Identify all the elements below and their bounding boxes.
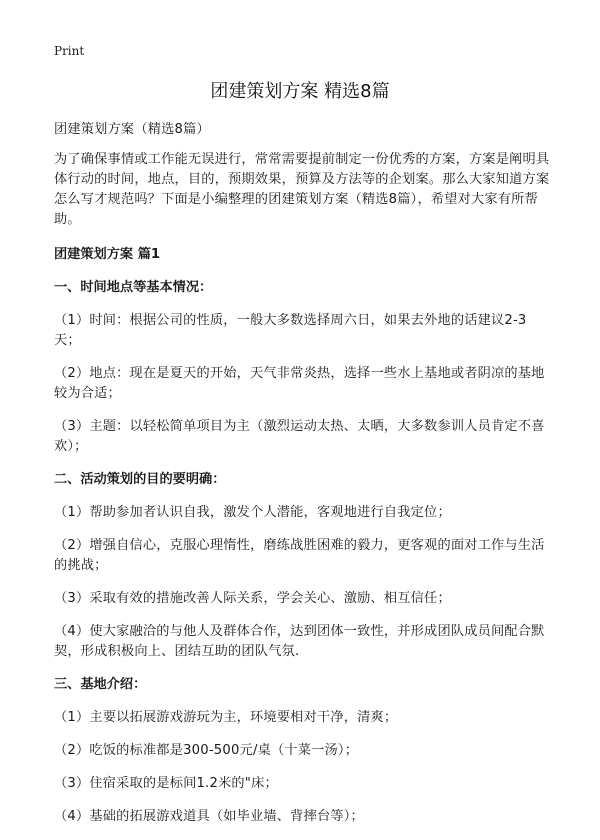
list-item: （2）增强自信心，克服心理惰性，磨练战胜困难的毅力，更客观的面对工作与生活的挑战； — [54, 538, 545, 573]
section-heading: 二、活动策划的目的要明确： — [54, 472, 226, 487]
list-item: （3）住宿采取的是标间1.2米的"床； — [54, 776, 278, 791]
chapter-heading: 团建策划方案 篇1 — [54, 247, 161, 262]
list-item: （1）帮助参加者认识自我，激发个人潜能，客观地进行自我定位； — [54, 505, 451, 520]
print-link[interactable]: Print — [54, 44, 85, 58]
list-item: （1）时间：根据公司的性质，一般大多数选择周六日，如果去外地的话建议2-3天； — [54, 313, 527, 348]
document-title: 团建策划方案 精选8篇 — [210, 81, 390, 102]
list-item: （4）使大家融洽的与他人及群体合作，达到团体一致性，并形成团队成员间配合默契，形成积极向上、团结互助的团队气氛. — [54, 624, 545, 659]
list-item: （2）吃饭的标准都是300-500元/桌（十菜一汤）； — [54, 743, 359, 758]
section-heading: 三、基地介绍： — [54, 677, 147, 692]
document-subtitle: 团建策划方案（精选8篇） — [54, 122, 210, 137]
intro-paragraph: 为了确保事情或工作能无误进行，常常需要提前制定一份优秀的方案，方案是阐明具体行动的时间，地点，目的，预期效果，预算及方法等的企划案。那么大家知道方案怎么写才规范吗？下面是小编整理的团建策划方案（精选8篇），希望对大家有所帮助。 — [54, 152, 550, 227]
list-item: （3）主题：以轻松简单项目为主（激烈运动太热、太晒，大多数参训人员肯定不喜欢）； — [54, 419, 545, 454]
document-body — [54, 120, 550, 840]
list-item: （3）采取有效的措施改善人际关系，学会关心、激励、相互信任； — [54, 591, 451, 606]
section-heading: 一、时间地点等基本情况： — [54, 280, 213, 295]
list-item: （2）地点：现在是夏天的开始，天气非常炎热，选择一些水上基地或者阴凉的基地较为合适； — [54, 366, 545, 401]
list-item: （1）主要以拓展游戏游玩为主，环境要相对干净，清爽； — [54, 710, 398, 725]
list-item: （4）基础的拓展游戏道具（如毕业墙、背摔台等）； — [54, 809, 364, 824]
